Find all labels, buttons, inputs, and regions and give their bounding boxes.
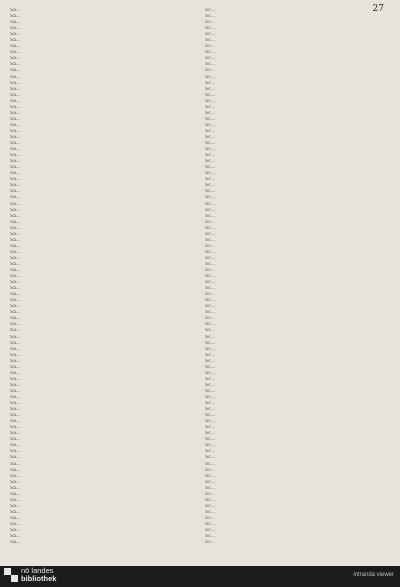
directory-entry: Sa... (10, 364, 21, 370)
directory-entry: Sa... (10, 261, 21, 267)
directory-entry: Sa... (10, 419, 21, 425)
directory-entry: Sc... (205, 280, 216, 286)
directory-entry: Sc... (205, 20, 216, 26)
directory-entry: Sa... (10, 401, 21, 407)
directory-entry: Sa... (10, 461, 21, 467)
directory-entry: Sc... (205, 201, 216, 207)
directory-entry: Sc... (205, 255, 216, 261)
directory-entry: Sa... (10, 503, 21, 509)
directory-entry: Sc... (205, 141, 216, 147)
directory-entry: Sa... (10, 376, 21, 382)
directory-entry: Sc... (205, 521, 216, 527)
directory-entry: Sc... (205, 8, 216, 13)
directory-entry: Sa... (10, 153, 21, 159)
directory-entry: Sc... (205, 455, 216, 461)
directory-entry: Sc... (205, 388, 216, 394)
directory-entry: Sa... (10, 491, 21, 497)
directory-entry: Sa... (10, 171, 21, 177)
directory-entry: Sa... (10, 38, 21, 44)
directory-entry: Sc... (205, 298, 216, 304)
logo-line-2: bibliothek (21, 573, 57, 583)
directory-entry: Sa... (10, 292, 21, 298)
directory-entry: Sa... (10, 497, 21, 503)
directory-entry: Sc... (205, 419, 216, 425)
directory-entry: Sa... (10, 528, 21, 534)
directory-entry: Sa... (10, 395, 21, 400)
directory-entry: Sa... (10, 177, 21, 183)
directory-entry: Sc... (205, 479, 216, 485)
directory-entry: Sc... (205, 62, 216, 68)
viewer-label: intranda viewer (353, 572, 394, 578)
directory-entry: Sa... (10, 467, 21, 473)
directory-entry: Sc... (205, 534, 216, 540)
directory-entry: Sa... (10, 449, 21, 455)
directory-entry: Sc... (205, 86, 216, 92)
directory-entry: Sa... (10, 20, 21, 26)
directory-entry: Sa... (10, 80, 21, 86)
directory-entry: Sa... (10, 237, 21, 243)
directory-entry: Sc... (205, 503, 216, 509)
directory-entry: Sc... (205, 540, 216, 546)
directory-entry: Sa... (10, 74, 21, 80)
directory-entry: Sc... (205, 128, 216, 134)
directory-entry: Sc... (205, 231, 216, 237)
directory-entry: Sa... (10, 195, 21, 201)
directory-entry: Sc... (205, 358, 216, 364)
directory-entry: Sa... (10, 128, 21, 134)
directory-entry: Sa... (10, 286, 21, 292)
directory-entry: Sc... (205, 328, 216, 334)
directory-entry: Sa... (10, 44, 21, 50)
directory-entry: Sa... (10, 86, 21, 92)
directory-entry: Sc... (205, 219, 216, 225)
directory-entry: Sc... (205, 195, 216, 201)
directory-entry: Sc... (205, 491, 216, 497)
directory-entry: Sc... (205, 147, 216, 153)
directory-entry: Sc... (205, 110, 216, 116)
directory-entry: Sc... (205, 407, 216, 413)
directory-entry: Sa... (10, 26, 21, 32)
column-left (10, 8, 197, 560)
directory-entry: Sc... (205, 26, 216, 32)
directory-entry: Sc... (205, 249, 216, 255)
directory-entry: Sa... (10, 8, 21, 13)
directory-entry: Sc... (205, 292, 216, 298)
library-logo-text (21, 567, 56, 582)
directory-entry: Sc... (205, 509, 216, 515)
directory-entry: Sc... (205, 98, 216, 104)
directory-entry: Sc... (205, 340, 216, 346)
directory-entry: Sa... (10, 455, 21, 461)
directory-entry: Sa... (10, 304, 21, 310)
directory-entry: Sc... (205, 92, 216, 98)
directory-entry: Sc... (205, 461, 216, 467)
directory-entry: Sa... (10, 213, 21, 219)
directory-entry: Sa... (10, 425, 21, 431)
directory-entry: Sa... (10, 358, 21, 364)
logo-line-1: nö landes (21, 566, 54, 575)
directory-entry: Sa... (10, 207, 21, 213)
directory-entry: Sc... (205, 352, 216, 358)
directory-entry: Sa... (10, 165, 21, 171)
directory-entry: Sc... (205, 322, 216, 328)
directory-entry: Sc... (205, 177, 216, 183)
directory-entry: Sa... (10, 110, 21, 116)
directory-entry: Sc... (205, 395, 216, 400)
directory-entry: Sc... (205, 346, 216, 352)
directory-entry: Sc... (205, 237, 216, 243)
directory-entry: Sa... (10, 534, 21, 540)
directory-entry: Sc... (205, 225, 216, 231)
directory-entry: Sa... (10, 231, 21, 237)
directory-entry: Sc... (205, 159, 216, 165)
directory-entry: Sc... (205, 485, 216, 491)
directory-entry: Sc... (205, 122, 216, 128)
directory-entry: Sa... (10, 116, 21, 122)
directory-entry: Sc... (205, 310, 216, 316)
directory-entry: Sc... (205, 68, 216, 74)
directory-entry: Sc... (205, 334, 216, 340)
directory-entry: Sc... (205, 171, 216, 177)
directory-entry: Sa... (10, 509, 21, 515)
directory-entry: Sa... (10, 189, 21, 195)
viewer-footer (0, 566, 400, 587)
directory-entry: Sa... (10, 540, 21, 546)
directory-entry: Sc... (205, 116, 216, 122)
directory-entry: Sa... (10, 413, 21, 419)
directory-entry: Sa... (10, 255, 21, 261)
directory-entry: Sa... (10, 183, 21, 189)
directory-entry: Sc... (205, 213, 216, 219)
directory-entry: Sa... (10, 322, 21, 328)
directory-entry: Sc... (205, 473, 216, 479)
directory-entry: Sc... (205, 437, 216, 443)
directory-entry: Sc... (205, 515, 216, 521)
directory-entry: Sa... (10, 122, 21, 128)
directory-entry: Sc... (205, 304, 216, 310)
directory-entry: Sa... (10, 14, 21, 20)
directory-entry: Sa... (10, 280, 21, 286)
directory-entry: Sc... (205, 165, 216, 171)
directory-entry: Sa... (10, 141, 21, 147)
directory-entry: Sc... (205, 443, 216, 449)
directory-entry: Sc... (205, 189, 216, 195)
directory-entry: Sc... (205, 243, 216, 249)
directory-entry: Sc... (205, 370, 216, 376)
directory-entry: Sa... (10, 310, 21, 316)
directory-entry: Sa... (10, 225, 21, 231)
directory-entry: Sc... (205, 376, 216, 382)
directory-entry: Sa... (10, 473, 21, 479)
directory-entry: Sa... (10, 50, 21, 56)
column-right (205, 8, 392, 560)
directory-entry: Sc... (205, 261, 216, 267)
directory-entry: Sc... (205, 467, 216, 473)
directory-entry: Sa... (10, 159, 21, 165)
directory-entry: Sc... (205, 74, 216, 80)
directory-entry: Sa... (10, 134, 21, 140)
directory-entry: Sa... (10, 388, 21, 394)
directory-entry: Sa... (10, 62, 21, 68)
directory-entry: Sc... (205, 286, 216, 292)
directory-entry: Sc... (205, 134, 216, 140)
directory-entry: Sa... (10, 201, 21, 207)
directory-entry: Sa... (10, 32, 21, 38)
directory-entry: Sa... (10, 92, 21, 98)
directory-entry: Sa... (10, 340, 21, 346)
directory-entry: Sc... (205, 497, 216, 503)
directory-entry: Sa... (10, 346, 21, 352)
directory-entry: Sc... (205, 413, 216, 419)
directory-entry: Sc... (205, 44, 216, 50)
directory-entry: Sa... (10, 431, 21, 437)
directory-entry: Sa... (10, 515, 21, 521)
directory-entry: Sc... (205, 80, 216, 86)
directory-entry: Sc... (205, 364, 216, 370)
directory-entry: Sa... (10, 56, 21, 62)
directory-entry: Sc... (205, 528, 216, 534)
directory-entry: Sc... (205, 425, 216, 431)
library-logo-icon (4, 568, 18, 582)
directory-entry: Sc... (205, 207, 216, 213)
directory-entry: Sa... (10, 274, 21, 280)
directory-entry: Sa... (10, 407, 21, 413)
directory-entry: Sa... (10, 316, 21, 322)
directory-entry: Sc... (205, 32, 216, 38)
directory-entry: Sc... (205, 268, 216, 274)
directory-entry: Sa... (10, 485, 21, 491)
directory-entry: Sa... (10, 521, 21, 527)
directory-entry: Sa... (10, 328, 21, 334)
directory-entry: Sa... (10, 147, 21, 153)
directory-entry: Sa... (10, 352, 21, 358)
directory-entry: Sc... (205, 183, 216, 189)
directory-entry: Sa... (10, 437, 21, 443)
directory-entry: Sa... (10, 298, 21, 304)
directory-entry: Sa... (10, 219, 21, 225)
directory-entry: Sc... (205, 382, 216, 388)
directory-entry: Sc... (205, 153, 216, 159)
directory-entry: Sa... (10, 479, 21, 485)
library-logo[interactable] (4, 567, 56, 582)
directory-entry: Sa... (10, 98, 21, 104)
directory-entry: Sa... (10, 268, 21, 274)
directory-entry: Sa... (10, 370, 21, 376)
directory-entry: Sa... (10, 443, 21, 449)
directory-entry: Sa... (10, 243, 21, 249)
text-columns (10, 8, 392, 560)
directory-entry: Sc... (205, 14, 216, 20)
page-number: 27 (372, 4, 384, 14)
directory-entry: Sa... (10, 382, 21, 388)
directory-entry: Sa... (10, 68, 21, 74)
directory-entry: Sc... (205, 38, 216, 44)
directory-entry: Sc... (205, 274, 216, 280)
directory-entry: Sc... (205, 431, 216, 437)
directory-entry: Sc... (205, 316, 216, 322)
directory-entry: Sc... (205, 449, 216, 455)
directory-entry: Sa... (10, 104, 21, 110)
directory-entry: Sa... (10, 334, 21, 340)
directory-entry: Sc... (205, 104, 216, 110)
directory-entry: Sa... (10, 249, 21, 255)
directory-entry: Sc... (205, 56, 216, 62)
directory-entry: Sc... (205, 50, 216, 56)
directory-entry: Sc... (205, 401, 216, 407)
